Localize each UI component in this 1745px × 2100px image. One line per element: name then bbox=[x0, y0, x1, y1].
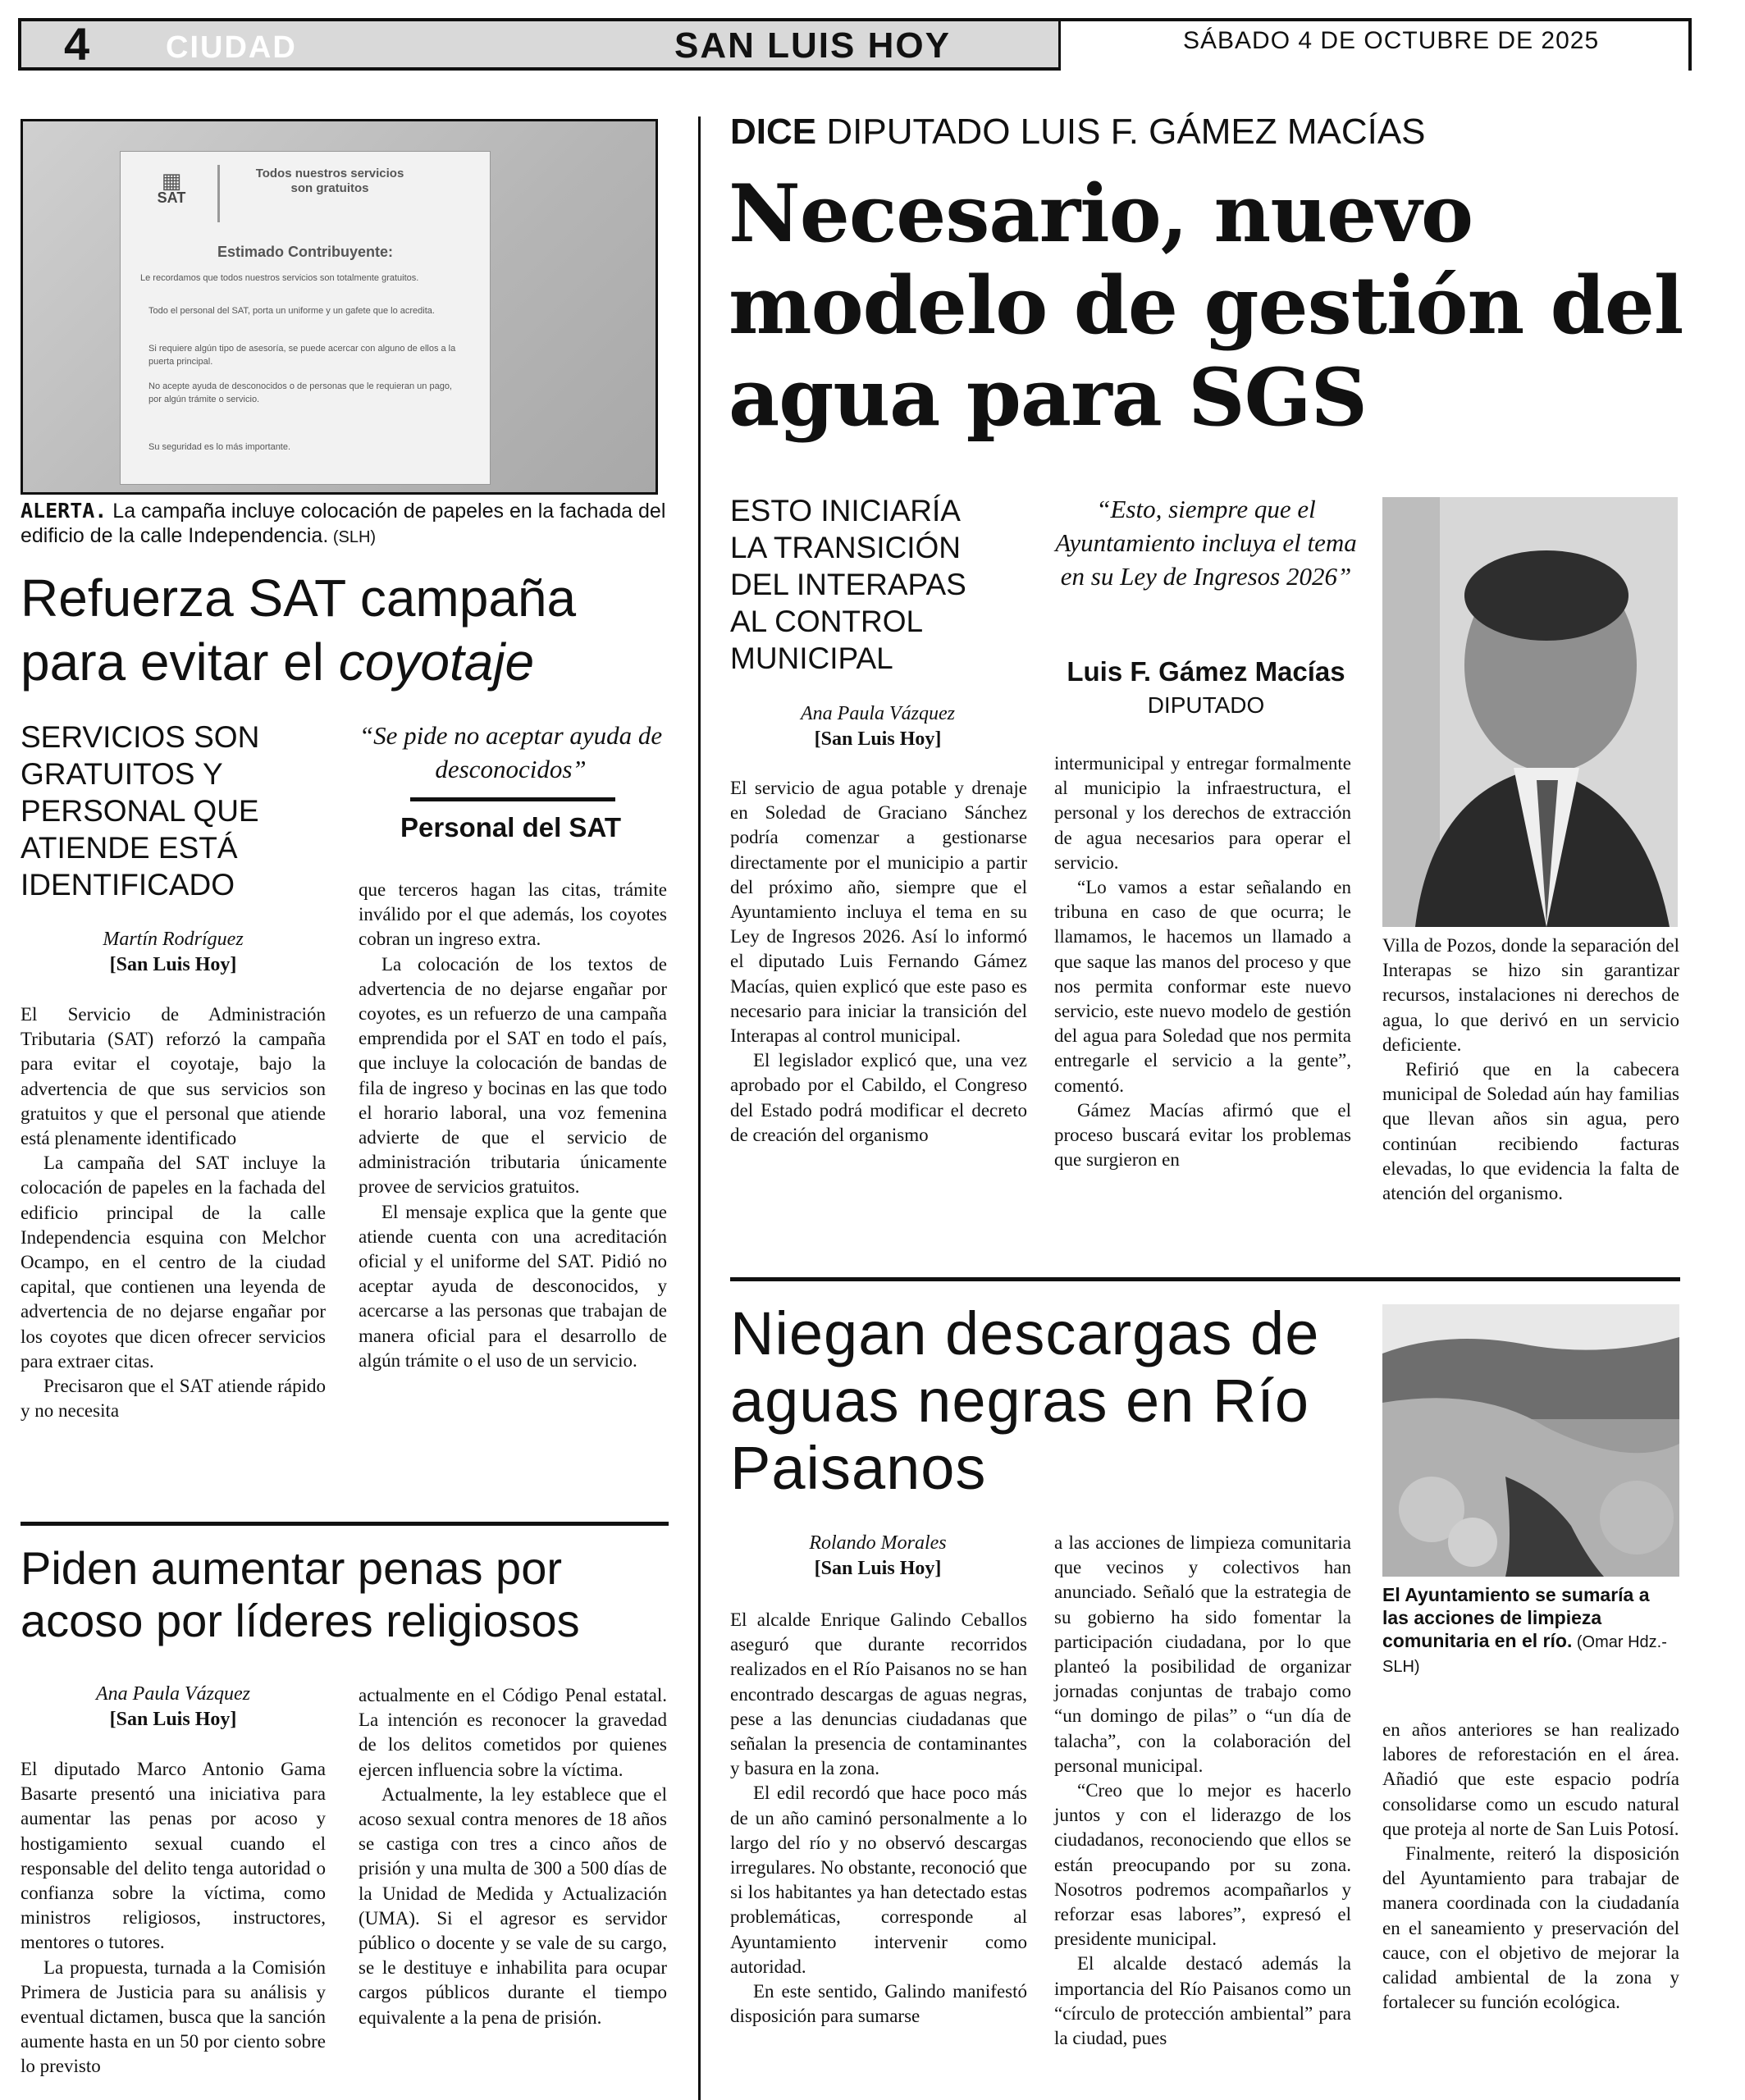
sat-byline: Martín Rodríguez [San Luis Hoy] bbox=[103, 929, 244, 975]
poster-bullet-2: Si requiere algún tipo de asesoría, se puede acercar con alguno de ellos a la puerta principal. bbox=[148, 344, 456, 367]
river-photo-caption: El Ayuntamiento se sumaría a las acciones de limpieza comunitaria en el río. (Omar Hdz.-SLH) bbox=[1382, 1584, 1667, 1676]
religious-col2: actualmente en el Código Penal estatal. La intención es reconocer la gravedad de los delitos cometidos por quienes ejercen influencia sobre la víctima. Actualmente, la ley establece que el acoso sexual contra menores de 18 años se castiga con tres a cinco años de prisión y una multa de 300 a 500 días de la Unidad de Medida y Actualización (UMA). Si el agresor es servidor público o docente y se vale de su cargo, se le destituye e inhabilita para ocupar cargos públicos durante el tiempo equivalente a la pena de prisión. bbox=[359, 1685, 667, 2028]
sat-headline: Refuerza SAT campaña para evitar el coyotaje bbox=[21, 568, 577, 692]
section-label: CIUDAD bbox=[166, 30, 297, 65]
water-byline: Ana Paula Vázquez [San Luis Hoy] bbox=[801, 703, 955, 750]
river-headline: Niegan descargas de aguas negras en Río Paisanos bbox=[730, 1299, 1320, 1502]
river-col3: en años anteriores se han realizado labores de reforestación en el área. Añadió que este espacio podría consolidarse como un escudo natural que proteja al norte de San Luis Potosí. Finalmente, reiteró la disposición del Ayuntamiento para trabajar de manera coordinada con la ciudadanía en el saneamiento y preservación del cauce, con el objetivo de mejorar la calidad ambiental de la zona y fortalecer su función ecológica. bbox=[1382, 1719, 1679, 2013]
poster-bullet-3: No acepte ayuda de desconocidos o de personas que le requieran un pago, por algún trámite o servicio. bbox=[148, 381, 452, 404]
water-col2: intermunicipal y entregar formalmente al municipio la infraestructura, el personal y los derechos de extracción de agua necesarios para operar el servicio. “Lo vamos a estar señalando en tribuna en caso de que ocurra; le llamamos, le hacemos un llamado a que saque las manos del proceso y que nos permita conformar este nuevo servicio, este nuevo modelo de gestión del agua para Soledad que nos permita entregarle el servicio a la gente”, comentó. Gámez Macías afirmó que el proceso buscará evitar los problemas que surgieron en bbox=[1054, 753, 1351, 1171]
sat-logo: ▦ SAT bbox=[157, 168, 186, 206]
water-col3: Villa de Pozos, donde la separación del Interapas se hizo sin garantizar recursos, instalaciones ni derechos de agua, lo que derivó en un servicio deficiente. Refirió que en la cabecera municipal de Soledad aún hay familias que llevan años sin agua, pero continúan recibiendo facturas elevadas, lo que evidencia la falta de atención del organismo. bbox=[1382, 935, 1679, 1204]
sat-photo-caption: ALERTA. La campaña incluye colocación de papeles en la fachada del edificio de la calle Independencia. (SLH) bbox=[21, 499, 666, 547]
water-deck: ESTO INICIARÍA LA TRANSICIÓN DEL INTERAPAS AL CONTROL MUNICIPAL bbox=[730, 494, 966, 675]
deputy-portrait-photo bbox=[1382, 497, 1678, 927]
poster-footer: Su seguridad es lo más importante. bbox=[148, 442, 291, 452]
sat-col2: que terceros hagan las citas, trámite inválido por el que además, los coyotes cobran un ingreso extra. La colocación de los textos de advertencia de no dejarse engañar por coyotes, es un refuerzo de una campaña emprendida por el SAT en todo el país, que incluye la colocación de bandas de fila de ingreso y bocinas en las que todo el horario laboral, una voz femenina advierte de que el servicio de administración tributaria únicamente provee de servicios gratuitos. El mensaje explica que la gente que atiende cuenta con una acreditación oficial y el uniforme del SAT. Pidió no aceptar ayuda de desconocidos, y acercarse a las personas que trabajan de manera oficial para el desarrollo de algún trámite o el uso de un servicio. bbox=[359, 879, 667, 1371]
poster-intro: Le recordamos que todos nuestros servicios son totalmente gratuitos. bbox=[140, 273, 419, 283]
river-col2: a las acciones de limpieza comunitaria que vecinos y colectivos han anunciado. Señaló que la estrategia de su gobierno ha sido fomentar la participación ciudadana, por lo que planteó la posibilidad de organizar jornadas conjuntas de trabajo como “un domingo de pilas” o “un día de talacha”, con la colaboración del personal municipal. “Creo que lo mejor es hacerlo juntos y con el liderazgo de los ciudadanos, reconociendo que ellos se están preocupando por su zona. Nosotros podremos acompañarlos y reforzar esas labores”, expresó el presidente municipal. El alcalde destacó además la importancia del Río Paisanos como un “círculo de protección ambiental” para la ciudad, pues bbox=[1054, 1532, 1351, 2049]
issue-date: SÁBADO 4 DE OCTUBRE DE 2025 bbox=[1183, 27, 1600, 54]
paper-name: SAN LUIS HOY bbox=[674, 25, 951, 66]
river-byline: Rolando Morales [San Luis Hoy] bbox=[809, 1532, 947, 1579]
river-scene bbox=[1382, 1304, 1679, 1577]
poster-header: Todos nuestros servicios son gratuitos bbox=[255, 167, 404, 195]
sat-quote-attribution: Personal del SAT bbox=[400, 812, 621, 842]
sat-deck: SERVICIOS SON GRATUITOS Y PERSONAL QUE ATIENDE ESTÁ IDENTIFICADO bbox=[21, 720, 260, 902]
religious-byline: Ana Paula Vázquez [San Luis Hoy] bbox=[96, 1683, 250, 1730]
water-quote-name: Luis F. Gámez Macías bbox=[1067, 656, 1345, 687]
water-col1: El servicio de agua potable y drenaje en Soledad de Graciano Sánchez podría comenzar a gestionarse directamente por el municipio a partir del próximo año, siempre que el Ayuntamiento incluya el tema en su Ley de Ingresos 2026. Así lo informó el diputado Luis Fernando Gámez Macías, quien explicó que este paso es necesario para iniciar la transición del Interapas al control municipal. El legislador explicó que, una vez aprobado por el Cabildo, el Congreso del Estado podrá modificar el decreto de creación del organismo bbox=[730, 778, 1027, 1145]
religious-headline: Piden aumentar penas por acoso por líderes religiosos bbox=[21, 1542, 580, 1646]
masthead bbox=[18, 18, 1692, 71]
water-kicker: DICE DIPUTADO LUIS F. GÁMEZ MACÍAS bbox=[730, 112, 1426, 152]
sat-col1: El Servicio de Administración Tributaria (SAT) reforzó la campaña para evitar el coyotaje, bajo la advertencia de que sus servicios son gratuitos y que el personal que atiende está plenamente identificado La campaña del SAT incluye la colocación de papeles en la fachada del edificio principal de la calle Independencia esquina con Melchor Ocampo, en el centro de la ciudad capital, que contienen una leyenda de advertencia de no dejarse engañar por los coyotes que dicen ofrecer servicios para extraer citas. Precisaron que el SAT atiende rápido y no necesita bbox=[21, 1004, 326, 1422]
poster-greeting: Estimado Contribuyente: bbox=[217, 244, 393, 260]
water-headline: Necesario, nuevo modelo de gestión del agua para SGS bbox=[729, 167, 1683, 444]
sat-photo bbox=[21, 119, 658, 495]
sat-poster bbox=[120, 151, 491, 485]
water-quote-role: DIPUTADO bbox=[1147, 692, 1265, 718]
river-photo bbox=[1382, 1304, 1679, 1577]
religious-col1: El diputado Marco Antonio Gama Basarte presentó una iniciativa para aumentar las penas por acoso y hostigamiento sexual cuando el responsable del delito tenga autoridad o confianza sobre la víctima, como ministros religiosos, instructores, mentores o tutores. La propuesta, turnada a la Comisión Primera de Justicia para su análisis y eventual dictamen, busca que la sanción aumente hasta en un 50 por ciento sobre lo previsto bbox=[21, 1759, 326, 2077]
sat-pull-quote: “Se pide no aceptar ayuda de desconocidos” bbox=[359, 721, 663, 783]
page-number: 4 bbox=[64, 18, 90, 70]
column-divider bbox=[698, 116, 701, 2100]
poster-bullet-1: Todo el personal del SAT, porta un uniforme y un gafete que lo acredita. bbox=[148, 306, 435, 316]
portrait-figure bbox=[1382, 497, 1678, 927]
water-pull-quote: “Esto, siempre que el Ayuntamiento incluya el tema en su Ley de Ingresos 2026” bbox=[1055, 495, 1357, 591]
river-col1: El alcalde Enrique Galindo Ceballos aseguró que durante recorridos realizados en el Río Paisanos no se han encontrado descargas de aguas negras, pese a las denuncias ciudadanas que señalan la presencia de contaminantes y basura en la zona. El edil recordó que hace poco más de un año caminó personalmente a lo largo del río y no observó descargas irregulares. No obstante, reconoció que si los habitantes ya han detectado estas problemáticas, corresponde al Ayuntamiento intervenir como autoridad. En este sentido, Galindo manifestó disposición para sumarse bbox=[730, 1609, 1027, 2027]
